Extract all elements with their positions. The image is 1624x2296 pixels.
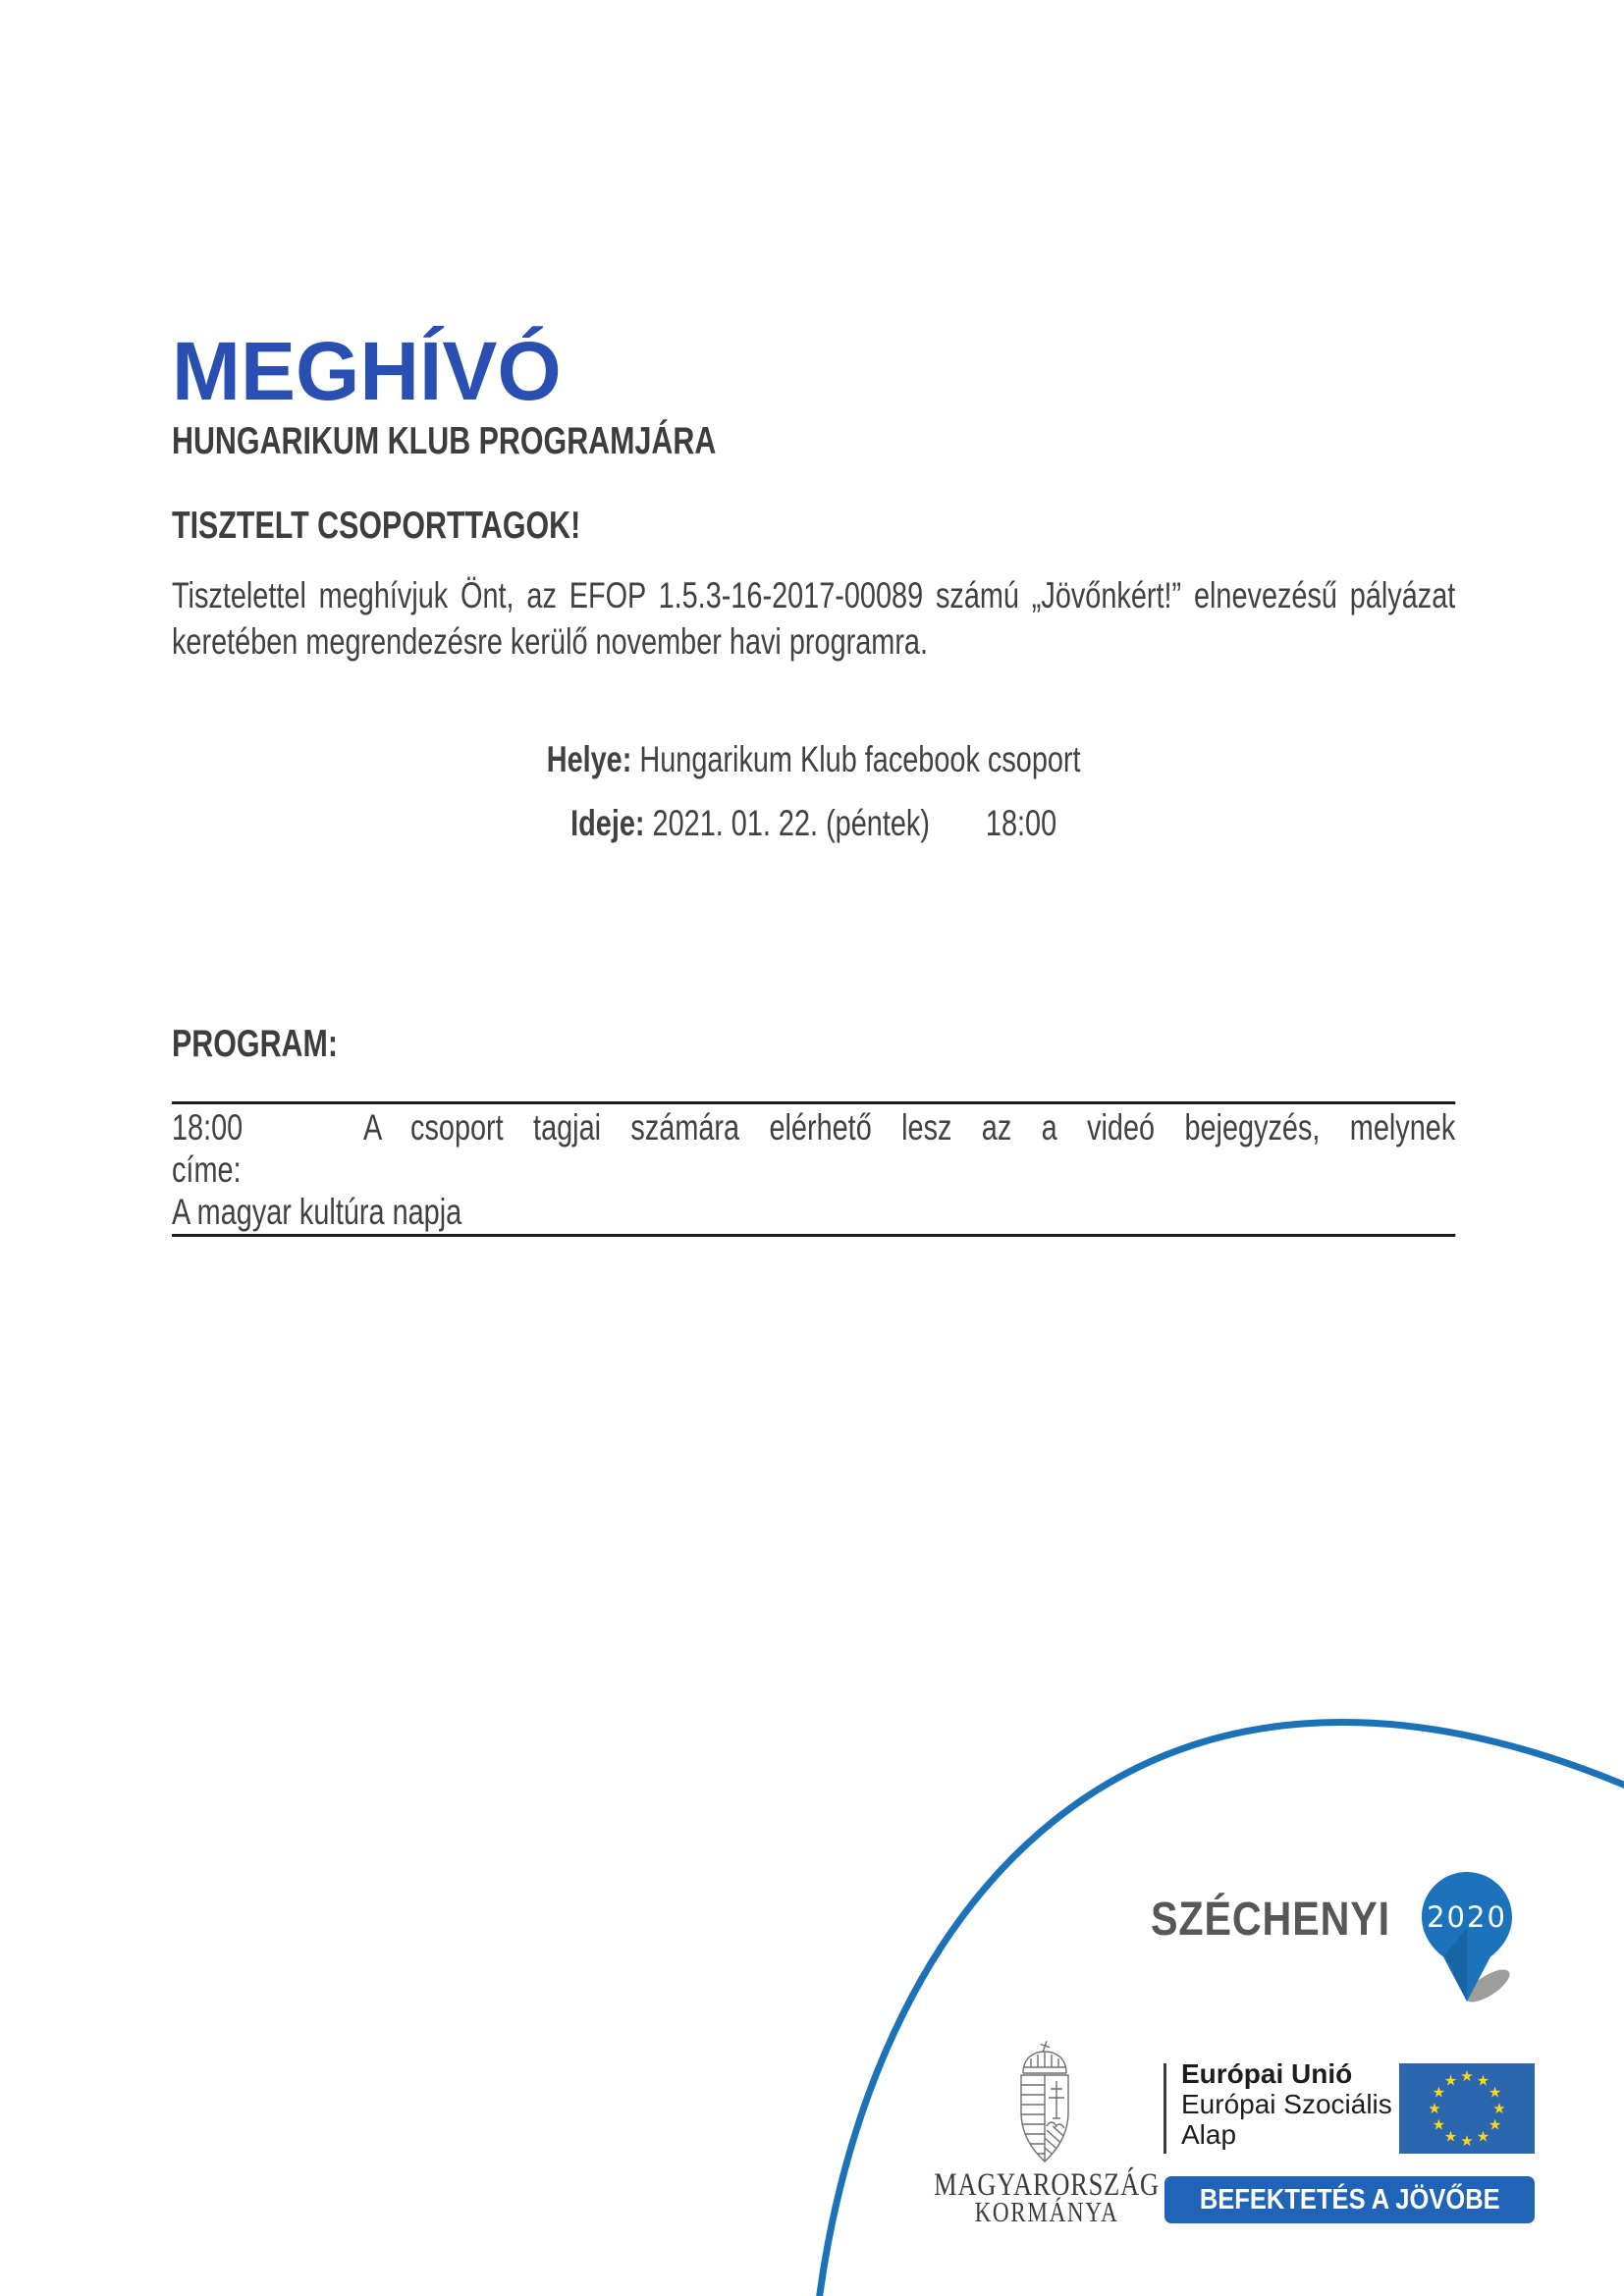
svg-text:★: ★ [1476,2071,1490,2090]
svg-text:★: ★ [1428,2100,1441,2117]
program-table-bottom-rule [172,1234,1455,1237]
eu-fund-line2: Európai Szociális [1181,2089,1392,2119]
government-name-line1: MAGYARORSZÁG [934,2167,1160,2203]
page-title: MEGHÍVÓ [172,325,562,417]
intro-paragraph [172,572,1455,665]
svg-text:★: ★ [1432,2083,1446,2102]
venue-line [172,739,1455,780]
schedule-label: Ideje: [570,803,645,843]
location-pin-icon [1421,1871,1513,2002]
government-logo-text [929,2167,1164,2228]
schedule-line [172,803,1455,844]
program-table [172,1106,1455,1233]
program-entry-text-line3: A magyar kultúra napja [172,1192,462,1232]
document-content-column [172,0,1458,2296]
program-entry-text-line2: címe: [172,1149,242,1190]
svg-text:★: ★ [1432,2115,1446,2134]
intro-line-1: Tisztelettel meghívjuk Önt, az EFOP 1.5.3-16-2017-00089 számú „Jövőnkért!” elnevezésű pályázat [172,575,1456,615]
government-name-line2: KORMÁNYA [974,2197,1119,2228]
hungarian-coat-of-arms-icon [1011,2040,1078,2165]
svg-text:★: ★ [1460,2067,1474,2085]
venue-value: Hungarikum Klub facebook csoport [639,739,1081,779]
page-subtitle: HUNGARIKUM KLUB PROGRAMJÁRA [172,420,717,462]
program-table-top-rule [172,1101,1455,1104]
eu-fund-line3: Alap [1181,2119,1237,2150]
svg-text:★: ★ [1460,2132,1474,2150]
eu-fund-text [1181,2058,1392,2150]
eu-fund-line1: Európai Unió [1181,2058,1353,2089]
szechenyi-wordmark: SZÉCHENYI [1151,1894,1390,1946]
program-entry-time: 18:00 [172,1107,244,1148]
eu-block-divider [1164,2063,1166,2154]
program-entry-text-line1: A csoport tagjai számára elérhető lesz az a videó bejegyzés, melynek [363,1107,1456,1148]
program-entry-row [172,1106,1455,1148]
svg-text:★: ★ [1476,2127,1490,2146]
svg-text:★: ★ [1492,2100,1506,2117]
pin-year-label: 2020 [1427,1900,1507,1934]
svg-text:★: ★ [1443,2071,1458,2090]
venue-label: Helye: [546,739,632,779]
salutation-heading: TISZTELT CSOPORTTAGOK! [172,505,581,547]
investment-banner-label: BEFEKTETÉS A JÖVŐBE [1199,2183,1500,2216]
svg-text:★: ★ [1488,2083,1502,2102]
svg-text:★: ★ [1488,2115,1502,2134]
svg-text:★: ★ [1443,2127,1458,2146]
intro-line-2: keretében megrendezésre kerülő november havi programra. [172,621,929,662]
investment-banner [1164,2176,1535,2223]
eu-flag-icon [1399,2063,1535,2154]
schedule-time-value: 18:00 [985,803,1057,843]
program-heading: PROGRAM: [172,1023,338,1065]
schedule-date-value: 2021. 01. 22. (péntek) [652,803,930,843]
